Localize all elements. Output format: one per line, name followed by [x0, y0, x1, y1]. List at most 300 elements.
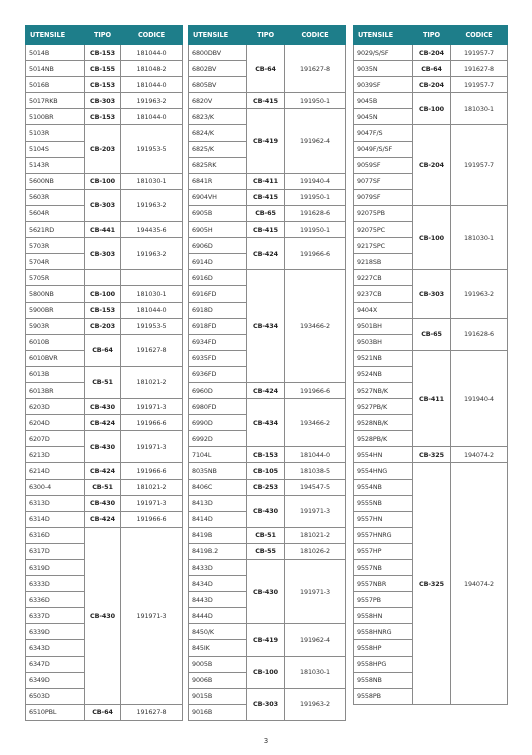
utensile-cell: 6207D — [26, 431, 85, 447]
codice-cell: 191950-1 — [285, 189, 346, 205]
table-row — [189, 93, 346, 109]
utensile-cell: 6204D — [26, 415, 85, 431]
codice-cell: 191628-6 — [451, 318, 508, 350]
utensile-cell: 9503BH — [354, 334, 413, 350]
utensile-cell: 6214D — [26, 463, 85, 479]
table-row — [354, 447, 508, 463]
utensile-cell: 9528PB/K — [354, 431, 413, 447]
codice-cell: 181021-2 — [121, 366, 183, 398]
tipo-cell: CB-105 — [247, 463, 285, 479]
utensile-cell: 9059SF — [354, 157, 413, 173]
utensile-cell: 6820V — [189, 93, 247, 109]
table-row — [189, 624, 346, 640]
tipo-cell: CB-424 — [247, 238, 285, 270]
utensile-cell: 8450/K — [189, 624, 247, 640]
codice-cell: 181030-1 — [285, 656, 346, 688]
tipo-cell: CB-434 — [247, 399, 285, 447]
codice-cell: 191627-8 — [451, 61, 508, 77]
utensile-cell: 9501BH — [354, 318, 413, 334]
utensile-cell: 5143R — [26, 157, 85, 173]
utensile-cell: 6503D — [26, 688, 85, 704]
tipo-cell: CB-411 — [247, 173, 285, 189]
utensile-cell: 9557NBR — [354, 576, 413, 592]
codice-cell: 181026-2 — [285, 543, 346, 559]
table-row — [26, 109, 183, 125]
codice-cell: 181038-5 — [285, 463, 346, 479]
utensile-cell: 5100BR — [26, 109, 85, 125]
utensile-cell: 5104S — [26, 141, 85, 157]
table-row — [354, 318, 508, 334]
table-row — [26, 125, 183, 141]
codice-cell: 191966-6 — [121, 463, 183, 479]
utensile-cell: 9527PB/K — [354, 399, 413, 415]
codice-cell: 181021-2 — [285, 527, 346, 543]
tipo-cell: CB-415 — [247, 93, 285, 109]
table-row — [189, 399, 346, 415]
utensile-cell: 9016B — [189, 704, 247, 720]
tipo-cell: CB-100 — [413, 205, 451, 269]
header-tipo: TIPO — [413, 26, 451, 45]
utensile-cell: 6918FD — [189, 318, 247, 334]
table-row — [26, 93, 183, 109]
table-row — [189, 560, 346, 576]
tipo-cell: CB-303 — [247, 688, 285, 720]
tipo-cell: CB-100 — [85, 286, 121, 302]
table-row — [26, 286, 183, 302]
table-row — [26, 334, 183, 350]
tipo-cell: CB-303 — [85, 189, 121, 221]
utensile-cell: 6010BVR — [26, 350, 85, 366]
utensile-cell: 9045N — [354, 109, 413, 125]
utensile-cell: 6825/K — [189, 141, 247, 157]
utensile-cell: 9557HP — [354, 543, 413, 559]
tipo-cell: CB-424 — [85, 511, 121, 527]
utensile-cell: 9079SF — [354, 189, 413, 205]
table-row — [189, 656, 346, 672]
utensile-cell: 6824/K — [189, 125, 247, 141]
utensile-cell: 6314D — [26, 511, 85, 527]
tipo-cell: CB-430 — [85, 399, 121, 415]
utensile-cell: 6992D — [189, 431, 247, 447]
utensile-cell: 5016B — [26, 77, 85, 93]
table-row — [189, 382, 346, 398]
tipo-cell: CB-64 — [247, 45, 285, 93]
utensile-cell: 6510PBL — [26, 704, 85, 720]
tipo-cell: CB-100 — [247, 656, 285, 688]
utensile-cell: 6904VH — [189, 189, 247, 205]
table-row — [189, 222, 346, 238]
utensile-cell: 92075PC — [354, 222, 413, 238]
table-row — [354, 61, 508, 77]
table-row — [354, 463, 508, 479]
utensile-cell: 9218SB — [354, 254, 413, 270]
utensile-cell: 9557HNRG — [354, 527, 413, 543]
utensile-cell: 6918D — [189, 302, 247, 318]
utensile-cell: 6802BV — [189, 61, 247, 77]
tipo-cell: CB-430 — [247, 495, 285, 527]
utensile-cell: 9049F/S/SF — [354, 141, 413, 157]
codice-cell: 193466-2 — [285, 399, 346, 447]
tipo-cell: CB-153 — [85, 109, 121, 125]
tipo-cell: CB-204 — [413, 125, 451, 205]
table-row — [26, 463, 183, 479]
utensile-cell: 9404X — [354, 302, 413, 318]
utensile-cell: 6916D — [189, 270, 247, 286]
tipo-cell: CB-424 — [85, 463, 121, 479]
utensile-cell: 5014B — [26, 45, 85, 61]
utensile-cell: 6300-4 — [26, 479, 85, 495]
table-row — [26, 527, 183, 543]
utensile-cell: 6823/K — [189, 109, 247, 125]
utensile-cell: 8413D — [189, 495, 247, 511]
header-tipo: TIPO — [85, 26, 121, 45]
catalog-table-2 — [188, 25, 346, 721]
utensile-cell: 6010B — [26, 334, 85, 350]
utensile-cell: 8443D — [189, 592, 247, 608]
utensile-cell: 9217SPC — [354, 238, 413, 254]
utensile-cell: 8419B.2 — [189, 543, 247, 559]
table-row — [26, 77, 183, 93]
tipo-cell: CB-100 — [85, 173, 121, 189]
tipo-cell: CB-55 — [247, 543, 285, 559]
tipo-cell: CB-153 — [85, 45, 121, 61]
utensile-cell: 8414D — [189, 511, 247, 527]
utensile-cell: 5903R — [26, 318, 85, 334]
tipo-cell: CB-100 — [413, 93, 451, 125]
codice-cell: 191628-6 — [285, 205, 346, 221]
codice-cell: 191963-2 — [285, 688, 346, 720]
utensile-cell: 6343D — [26, 640, 85, 656]
utensile-cell: 6841R — [189, 173, 247, 189]
codice-cell: 181021-2 — [121, 479, 183, 495]
utensile-cell: 9557PB — [354, 592, 413, 608]
utensile-cell: 6800DBV — [189, 45, 247, 61]
codice-cell: 181030-1 — [121, 173, 183, 189]
codice-cell: 191971-3 — [121, 495, 183, 511]
codice-cell: 191971-3 — [285, 560, 346, 624]
tipo-cell: CB-153 — [85, 302, 121, 318]
utensile-cell: 5900BR — [26, 302, 85, 318]
table-row — [354, 93, 508, 109]
utensile-cell: 9558NB — [354, 672, 413, 688]
catalog-table-3 — [353, 25, 508, 705]
table-row — [26, 704, 183, 720]
codice-cell: 191963-2 — [121, 238, 183, 270]
tipo-cell: CB-204 — [413, 77, 451, 93]
table-row — [189, 688, 346, 704]
codice-cell: 191940-4 — [285, 173, 346, 189]
utensile-cell: 92075PB — [354, 205, 413, 221]
utensile-cell: 6339D — [26, 624, 85, 640]
tipo-cell: CB-325 — [413, 463, 451, 704]
table-row — [26, 222, 183, 238]
utensile-cell: 845IK — [189, 640, 247, 656]
utensile-cell: 6914D — [189, 254, 247, 270]
codice-cell: 181044-0 — [285, 447, 346, 463]
utensile-cell: 7104L — [189, 447, 247, 463]
table-row — [26, 173, 183, 189]
tipo-cell: CB-411 — [413, 350, 451, 447]
tipo-cell: CB-203 — [85, 125, 121, 173]
tipo-cell: CB-430 — [247, 560, 285, 624]
utensile-cell: 9029/S/SF — [354, 45, 413, 61]
table-row — [26, 189, 183, 205]
table-row — [26, 302, 183, 318]
codice-cell: 181044-0 — [121, 45, 183, 61]
codice-cell: 191962-4 — [285, 109, 346, 173]
codice-cell: 191627-8 — [285, 45, 346, 93]
tipo-cell: CB-441 — [85, 222, 121, 238]
codice-cell: 191953-5 — [121, 125, 183, 173]
codice-cell: 194435-6 — [121, 222, 183, 238]
utensile-cell: 9527NB/K — [354, 382, 413, 398]
table-row — [354, 45, 508, 61]
codice-cell: 191953-5 — [121, 318, 183, 334]
utensile-cell: 5705R — [26, 270, 85, 286]
table-row — [189, 447, 346, 463]
header-utensile: UTENSILE — [26, 26, 85, 45]
utensile-cell: 6313D — [26, 495, 85, 511]
table-row — [189, 45, 346, 61]
utensile-cell: 9045B — [354, 93, 413, 109]
codice-cell: 191627-8 — [121, 704, 183, 720]
codice-cell: 194547-5 — [285, 479, 346, 495]
table-row — [189, 527, 346, 543]
utensile-cell: 6347D — [26, 656, 85, 672]
tipo-cell: CB-51 — [85, 479, 121, 495]
utensile-cell: 6960D — [189, 382, 247, 398]
codice-cell: 191940-4 — [451, 350, 508, 447]
tipo-cell: CB-303 — [85, 238, 121, 270]
header-tipo: TIPO — [247, 26, 285, 45]
tipo-cell: CB-419 — [247, 109, 285, 173]
table-row — [189, 205, 346, 221]
utensile-cell: 6319D — [26, 560, 85, 576]
page-number: 3 — [263, 737, 269, 745]
tipo-cell: CB-64 — [413, 61, 451, 77]
tipo-cell: CB-51 — [85, 366, 121, 398]
codice-cell: 191962-4 — [285, 624, 346, 656]
utensile-cell: 8419B — [189, 527, 247, 543]
catalog-table-1 — [25, 25, 183, 721]
tipo-cell: CB-153 — [85, 77, 121, 93]
header-utensile: UTENSILE — [354, 26, 413, 45]
utensile-cell: 9524NB — [354, 366, 413, 382]
codice-cell: 191971-3 — [121, 399, 183, 415]
tipo-cell: CB-51 — [247, 527, 285, 543]
table-row — [26, 238, 183, 254]
tipo-cell: CB-303 — [413, 270, 451, 318]
table-row — [26, 61, 183, 77]
utensile-cell: 9521NB — [354, 350, 413, 366]
tipo-cell: CB-65 — [413, 318, 451, 350]
header-codice: CODICE — [285, 26, 346, 45]
utensile-cell: 6316D — [26, 527, 85, 543]
table-row — [354, 125, 508, 141]
utensile-cell: 6349D — [26, 672, 85, 688]
table-row — [189, 479, 346, 495]
codice-cell: 191963-2 — [121, 93, 183, 109]
utensile-cell: 6336D — [26, 592, 85, 608]
utensile-cell: 9557HN — [354, 511, 413, 527]
codice-cell: 191966-6 — [121, 415, 183, 431]
utensile-cell: 6825RK — [189, 157, 247, 173]
utensile-cell: 5703R — [26, 238, 85, 254]
utensile-cell: 5704R — [26, 254, 85, 270]
table-row — [354, 350, 508, 366]
codice-cell: 191971-3 — [121, 431, 183, 463]
tipo-cell: CB-419 — [247, 624, 285, 656]
header-codice: CODICE — [121, 26, 183, 45]
header-codice: CODICE — [451, 26, 508, 45]
codice-cell: 181044-0 — [121, 77, 183, 93]
codice-cell: 191957-7 — [451, 77, 508, 93]
codice-cell: 191950-1 — [285, 222, 346, 238]
codice-cell: 181030-1 — [451, 93, 508, 125]
utensile-cell: 9558HP — [354, 640, 413, 656]
utensile-cell: 9528NB/K — [354, 415, 413, 431]
tipo-cell: CB-253 — [247, 479, 285, 495]
table-row — [26, 270, 183, 286]
tipo-cell: CB-430 — [85, 495, 121, 511]
utensile-cell: 6936FD — [189, 366, 247, 382]
utensile-cell: 6935FD — [189, 350, 247, 366]
utensile-cell: 6317D — [26, 543, 85, 559]
utensile-cell: 9558PB — [354, 688, 413, 704]
tipo-cell: CB-303 — [85, 93, 121, 109]
utensile-cell: 6213D — [26, 447, 85, 463]
utensile-cell: 9227CB — [354, 270, 413, 286]
tipo-cell: CB-155 — [85, 61, 121, 77]
table-row — [26, 45, 183, 61]
utensile-cell: 8433D — [189, 560, 247, 576]
utensile-cell: 5103R — [26, 125, 85, 141]
utensile-cell: 9558HPG — [354, 656, 413, 672]
utensile-cell: 6333D — [26, 576, 85, 592]
tipo-cell: CB-424 — [247, 382, 285, 398]
table-header-row — [354, 26, 508, 45]
codice-cell: 191966-6 — [285, 238, 346, 270]
codice-cell: 191971-3 — [285, 495, 346, 527]
utensile-cell: 9237CB — [354, 286, 413, 302]
table-row — [189, 543, 346, 559]
utensile-cell: 9555NB — [354, 495, 413, 511]
utensile-cell: 9039SF — [354, 77, 413, 93]
utensile-cell: 9005B — [189, 656, 247, 672]
utensile-cell: 5621RD — [26, 222, 85, 238]
utensile-cell: 9558HN — [354, 608, 413, 624]
codice-cell: 194074-2 — [451, 447, 508, 463]
utensile-cell: 9558HNRG — [354, 624, 413, 640]
utensile-cell: 9554NB — [354, 479, 413, 495]
utensile-cell: 8406C — [189, 479, 247, 495]
tipo-cell: CB-415 — [247, 222, 285, 238]
utensile-cell: 6203D — [26, 399, 85, 415]
codice-cell: 191957-7 — [451, 125, 508, 205]
utensile-cell: 9554HNG — [354, 463, 413, 479]
table-row — [26, 431, 183, 447]
utensile-cell: 9015B — [189, 688, 247, 704]
table-row — [26, 511, 183, 527]
tipo-cell: CB-65 — [247, 205, 285, 221]
tipo-cell: CB-64 — [85, 704, 121, 720]
utensile-cell: 6337D — [26, 608, 85, 624]
utensile-cell: 6990D — [189, 415, 247, 431]
table-row — [189, 270, 346, 286]
utensile-cell: 9557NB — [354, 560, 413, 576]
codice-cell: 191966-6 — [285, 382, 346, 398]
codice-cell: 191950-1 — [285, 93, 346, 109]
table-row — [189, 238, 346, 254]
codice-cell — [121, 270, 183, 286]
table-header-row — [26, 26, 183, 45]
utensile-cell: 5014NB — [26, 61, 85, 77]
utensile-cell: 8434D — [189, 576, 247, 592]
utensile-cell: 8444D — [189, 608, 247, 624]
codice-cell: 181044-0 — [121, 302, 183, 318]
tipo-cell: CB-203 — [85, 318, 121, 334]
codice-cell: 193466-2 — [285, 270, 346, 383]
table-row — [26, 415, 183, 431]
tipo-cell: CB-153 — [247, 447, 285, 463]
utensile-cell: 6905B — [189, 205, 247, 221]
utensile-cell: 6905H — [189, 222, 247, 238]
codice-cell: 181030-1 — [121, 286, 183, 302]
utensile-cell: 5017RKB — [26, 93, 85, 109]
table-header-row — [189, 26, 346, 45]
utensile-cell: 5604R — [26, 205, 85, 221]
table-row — [189, 109, 346, 125]
codice-cell: 191963-2 — [121, 189, 183, 221]
utensile-cell: 6013B — [26, 366, 85, 382]
utensile-cell: 9006B — [189, 672, 247, 688]
codice-cell: 191966-6 — [121, 511, 183, 527]
table-row — [189, 495, 346, 511]
codice-cell: 191627-8 — [121, 334, 183, 366]
utensile-cell: 5603R — [26, 189, 85, 205]
tipo-cell — [85, 270, 121, 286]
utensile-cell: 8035NB — [189, 463, 247, 479]
table-row — [26, 318, 183, 334]
utensile-cell: 5800NB — [26, 286, 85, 302]
table-row — [26, 495, 183, 511]
codice-cell: 191957-7 — [451, 45, 508, 61]
tipo-cell: CB-204 — [413, 45, 451, 61]
codice-cell: 181048-2 — [121, 61, 183, 77]
table-row — [354, 77, 508, 93]
codice-cell: 181030-1 — [451, 205, 508, 269]
table-row — [354, 270, 508, 286]
table-row — [189, 173, 346, 189]
table-row — [26, 479, 183, 495]
utensile-cell: 9077SF — [354, 173, 413, 189]
header-utensile: UTENSILE — [189, 26, 247, 45]
codice-cell: 191963-2 — [451, 270, 508, 318]
utensile-cell: 9047F/S — [354, 125, 413, 141]
tipo-cell: CB-64 — [85, 334, 121, 366]
tipo-cell: CB-430 — [85, 431, 121, 463]
utensile-cell: 5600NB — [26, 173, 85, 189]
tipo-cell: CB-424 — [85, 415, 121, 431]
utensile-cell: 6934FD — [189, 334, 247, 350]
utensile-cell: 6805BV — [189, 77, 247, 93]
utensile-cell: 6013BR — [26, 382, 85, 398]
utensile-cell: 9035N — [354, 61, 413, 77]
codice-cell: 191971-3 — [121, 527, 183, 704]
table-row — [354, 205, 508, 221]
utensile-cell: 6980FD — [189, 399, 247, 415]
tipo-cell: CB-325 — [413, 447, 451, 463]
